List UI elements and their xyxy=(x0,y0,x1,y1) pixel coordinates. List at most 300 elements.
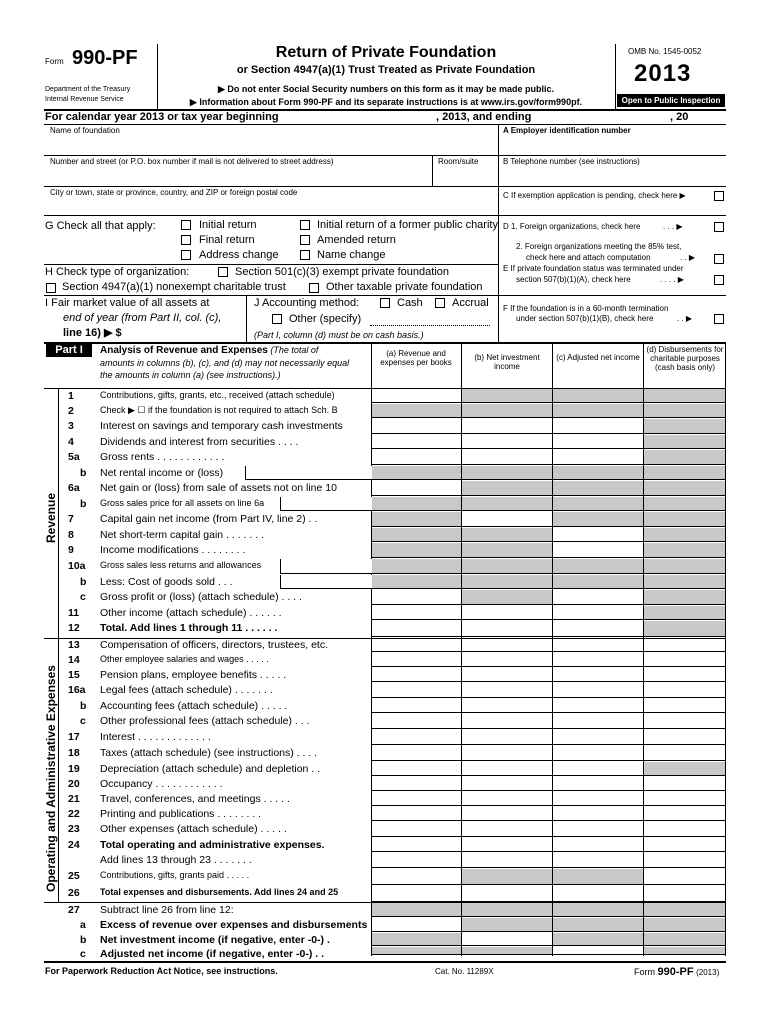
amount-cell-col-b[interactable] xyxy=(462,621,552,637)
amount-cell-col-a[interactable] xyxy=(372,621,461,637)
amount-cell-col-a[interactable] xyxy=(372,762,461,776)
part1-title-note: (The total of xyxy=(267,345,319,355)
d1-checkbox[interactable] xyxy=(714,222,724,232)
other-method-input[interactable] xyxy=(370,325,490,326)
amount-cell-col-c[interactable] xyxy=(553,807,643,821)
line-number: c xyxy=(80,715,86,727)
line-number: b xyxy=(80,576,87,588)
line-number: c xyxy=(80,591,86,603)
line-description: Other professional fees (attach schedule) . . . xyxy=(100,715,310,727)
amount-cell-col-d xyxy=(644,606,725,620)
line-description: Other expenses (attach schedule) . . . . . xyxy=(100,823,287,835)
line-number: 3 xyxy=(68,420,74,432)
amount-cell-col-b[interactable] xyxy=(462,714,552,729)
line-number: 24 xyxy=(68,839,80,851)
exemption-pending-label: C If exemption application is pending, check here ▶ xyxy=(503,191,686,200)
line-description: Add lines 13 through 23 . . . . . . . xyxy=(100,854,252,866)
amount-cell-col-d xyxy=(644,762,725,776)
line-description: Gross profit or (loss) (attach schedule) . . . . xyxy=(100,591,302,603)
line-description: Travel, conferences, and meetings . . . . . xyxy=(100,793,290,805)
d2-label-a: 2. Foreign organizations meeting the 85% test, xyxy=(516,242,682,251)
line-description: Capital gain net income (from Part IV, line 2) . . xyxy=(100,513,318,525)
amount-cell-col-b xyxy=(462,869,552,885)
line-description: Excess of revenue over expenses and disbursements xyxy=(100,919,368,931)
amount-cell-col-c[interactable] xyxy=(553,668,643,682)
501c3-label: Section 501(c)(3) exempt private foundation xyxy=(235,266,450,278)
line-description: Contributions, gifts, grants paid . . . . . xyxy=(100,870,250,880)
amount-cell-col-a[interactable] xyxy=(372,714,461,729)
amount-cell-col-a xyxy=(372,404,461,418)
amount-cell-col-c[interactable] xyxy=(553,886,643,902)
line-number: 17 xyxy=(68,731,80,743)
form-subtitle: or Section 4947(a)(1) Trust Treated as Private Foundation xyxy=(236,64,536,76)
amount-cell-col-c[interactable] xyxy=(553,792,643,806)
amount-cell-col-a xyxy=(372,543,461,558)
line-number: 20 xyxy=(68,778,80,790)
line-description: Subtract line 26 from line 12: xyxy=(100,904,234,916)
d2-checkbox[interactable] xyxy=(714,254,724,264)
amount-cell-col-c xyxy=(553,497,643,511)
amount-cell-col-c xyxy=(553,575,643,589)
dept-line-2: Internal Revenue Service xyxy=(45,96,124,103)
amount-cell-col-b xyxy=(462,481,552,496)
amount-cell-col-a[interactable] xyxy=(372,807,461,821)
line-description: Total operating and administrative expenses. xyxy=(100,839,325,851)
line-number: 12 xyxy=(68,622,80,634)
line-description: Less: Cost of goods sold . . . xyxy=(100,576,233,588)
amount-cell-col-d xyxy=(644,947,725,955)
form-word: Form xyxy=(45,57,64,66)
amount-cell-col-b[interactable] xyxy=(462,838,552,852)
amount-cell-col-b[interactable] xyxy=(462,653,552,667)
line-description: Interest . . . . . . . . . . . . . xyxy=(100,731,211,743)
part1-title: Analysis of Revenue and Expenses xyxy=(100,345,268,356)
calendar-and-ending: , 2013, and ending xyxy=(436,111,532,123)
i-label-2: end of year (from Part II, col. (c), xyxy=(63,312,222,324)
amount-cell-col-c[interactable] xyxy=(553,450,643,465)
omb-number: OMB No. 1545-0052 xyxy=(628,47,702,56)
amount-cell-col-c[interactable] xyxy=(553,777,643,791)
telephone-label: B Telephone number (see instructions) xyxy=(503,157,640,166)
amount-cell-col-b[interactable] xyxy=(462,762,552,776)
amount-cell-col-b[interactable] xyxy=(462,683,552,698)
line-description: Taxes (attach schedule) (see instructions) . . . . xyxy=(100,747,318,759)
amount-cell-col-a[interactable] xyxy=(372,869,461,885)
amount-cell-col-c xyxy=(553,404,643,418)
other-method-checkbox[interactable] xyxy=(272,314,282,324)
address-change-label: Address change xyxy=(199,249,279,261)
amount-cell-col-a[interactable] xyxy=(372,668,461,682)
line-number: 11 xyxy=(68,607,80,619)
amount-cell-col-d[interactable] xyxy=(644,683,725,698)
line-description: Contributions, gifts, grants, etc., received (attach schedule) xyxy=(100,390,335,400)
line-number: c xyxy=(80,948,86,960)
amount-cell-col-d[interactable] xyxy=(644,792,725,806)
line-description: Occupancy . . . . . . . . . . . . xyxy=(100,778,223,790)
amount-cell-col-a[interactable] xyxy=(372,481,461,496)
amount-cell-col-a[interactable] xyxy=(372,886,461,902)
sub-entry-box[interactable] xyxy=(280,559,372,574)
amount-cell-col-d xyxy=(644,903,725,917)
line-description: Total expenses and disbursements. Add lines 24 and 25 xyxy=(100,887,339,897)
amount-cell-col-c[interactable] xyxy=(553,683,643,698)
col-d-header: (d) Disbursements for charitable purposes (cash basis only) xyxy=(646,345,724,372)
amount-cell-col-c[interactable] xyxy=(553,590,643,605)
amount-cell-col-c[interactable] xyxy=(553,638,643,652)
h-label: H Check type of organization: xyxy=(45,266,190,278)
initial-former-charity-label: Initial return of a former public charity xyxy=(317,219,498,231)
amended-return-label: Amended return xyxy=(317,234,396,246)
j-note: (Part I, column (d) must be on cash basis.) xyxy=(254,330,424,340)
amount-cell-col-d[interactable] xyxy=(644,746,725,761)
amount-cell-col-d[interactable] xyxy=(644,668,725,682)
initial-former-charity-checkbox[interactable] xyxy=(300,220,310,230)
amount-cell-col-b[interactable] xyxy=(462,419,552,434)
amended-return-checkbox[interactable] xyxy=(300,235,310,245)
amount-cell-col-c[interactable] xyxy=(553,606,643,620)
amount-cell-col-d xyxy=(644,466,725,480)
amount-cell-col-d xyxy=(644,590,725,605)
line-description: Depreciation (attach schedule) and depletion . . xyxy=(100,763,321,775)
amount-cell-col-c xyxy=(553,389,643,403)
public-inspection-badge: Open to Public Inspection xyxy=(617,94,725,107)
line-number: 7 xyxy=(68,513,74,525)
line-description: Net investment income (if negative, enter -0-) . xyxy=(100,934,330,946)
amount-cell-col-c[interactable] xyxy=(553,853,643,868)
line-description: Net rental income or (loss) xyxy=(100,467,224,479)
sub-entry-box[interactable] xyxy=(245,466,372,480)
amount-cell-col-a[interactable] xyxy=(372,792,461,806)
amount-cell-col-a xyxy=(372,466,461,480)
calendar-twenty: , 20 xyxy=(670,111,689,123)
sub-entry-box[interactable] xyxy=(280,575,372,589)
amount-cell-col-c[interactable] xyxy=(553,435,643,449)
col-c-header: (c) Adjusted net income xyxy=(556,353,640,362)
line-description: Printing and publications . . . . . . . . xyxy=(100,808,262,820)
amount-cell-col-a[interactable] xyxy=(372,435,461,449)
line-number: 26 xyxy=(68,887,80,899)
ein-input[interactable] xyxy=(503,136,723,154)
line-number: b xyxy=(80,934,87,946)
line-number: 9 xyxy=(68,544,74,556)
sub-entry-box[interactable] xyxy=(280,497,372,511)
amount-cell-col-a[interactable] xyxy=(372,389,461,403)
amount-cell-col-c[interactable] xyxy=(553,528,643,542)
amount-cell-col-b xyxy=(462,559,552,574)
tax-year: 2013 xyxy=(634,60,692,87)
other-taxable-label: Other taxable private foundation xyxy=(326,281,483,293)
amount-cell-col-c xyxy=(553,903,643,917)
line-description: Other income (attach schedule) . . . . . . xyxy=(100,607,282,619)
final-return-checkbox[interactable] xyxy=(181,235,191,245)
line-number: 16a xyxy=(68,684,86,696)
line-number: b xyxy=(80,700,87,712)
amount-cell-col-c[interactable] xyxy=(553,621,643,637)
amount-cell-col-d xyxy=(644,435,725,449)
f-label-2: under section 507(b)(1)(B), check here xyxy=(516,314,654,323)
amount-cell-col-d[interactable] xyxy=(644,869,725,885)
footer-form-year: (2013) xyxy=(696,968,720,977)
name-change-label: Name change xyxy=(317,249,386,261)
amount-cell-col-c[interactable] xyxy=(553,762,643,776)
col-a-header: (a) Revenue and expenses per books xyxy=(380,349,452,367)
form-title: Return of Private Foundation xyxy=(275,44,497,61)
line-description: Legal fees (attach schedule) . . . . . . . xyxy=(100,684,273,696)
amount-cell-col-b[interactable] xyxy=(462,730,552,745)
initial-return-label: Initial return xyxy=(199,219,257,231)
amount-cell-col-d xyxy=(644,450,725,465)
amount-cell-col-d[interactable] xyxy=(644,638,725,652)
line-number: 6a xyxy=(68,482,80,494)
line-description: Gross sales price for all assets on line 6a xyxy=(100,498,265,508)
other-taxable-checkbox[interactable] xyxy=(309,283,319,293)
line-description: Accounting fees (attach schedule) . . . . . xyxy=(100,700,288,712)
line-number: b xyxy=(80,467,87,479)
amount-cell-col-b xyxy=(462,590,552,605)
amount-cell-col-a[interactable] xyxy=(372,450,461,465)
foundation-name-label: Name of foundation xyxy=(50,126,120,135)
final-return-label: Final return xyxy=(199,234,255,246)
amount-cell-col-d xyxy=(644,933,725,946)
amount-cell-col-b[interactable] xyxy=(462,450,552,465)
line-number: 4 xyxy=(68,436,74,448)
amount-cell-col-d[interactable] xyxy=(644,730,725,745)
line-number: 13 xyxy=(68,639,80,651)
line-number: 25 xyxy=(68,870,80,882)
amount-cell-col-b[interactable] xyxy=(462,638,552,652)
amount-cell-col-d[interactable] xyxy=(644,853,725,868)
g-label: G Check all that apply: xyxy=(45,220,156,232)
amount-cell-col-d[interactable] xyxy=(644,838,725,852)
address-change-checkbox[interactable] xyxy=(181,250,191,260)
e-label-1: E If private foundation status was terminated under xyxy=(503,264,684,273)
amount-cell-col-d[interactable] xyxy=(644,886,725,902)
amount-cell-col-b[interactable] xyxy=(462,886,552,902)
amount-cell-col-d xyxy=(644,497,725,511)
amount-cell-col-b xyxy=(462,543,552,558)
line-description: Other employee salaries and wages . . . . . xyxy=(100,654,269,664)
amount-cell-col-d xyxy=(644,404,725,418)
amount-cell-col-a[interactable] xyxy=(372,730,461,745)
amount-cell-col-a xyxy=(372,559,461,574)
d1-label: D 1. Foreign organizations, check here xyxy=(503,222,641,231)
amount-cell-col-a[interactable] xyxy=(372,838,461,852)
amount-cell-col-a[interactable] xyxy=(372,746,461,761)
amount-cell-col-a xyxy=(372,512,461,527)
amount-cell-col-d xyxy=(644,528,725,542)
footer-form-number: 990-PF xyxy=(657,966,694,978)
footer-form-word: Form xyxy=(634,967,655,977)
line-number: 22 xyxy=(68,808,80,820)
line-number: a xyxy=(80,919,86,931)
amount-cell-col-b[interactable] xyxy=(462,807,552,821)
amount-cell-col-d xyxy=(644,389,725,403)
e-checkbox[interactable] xyxy=(714,275,724,285)
amount-cell-col-d xyxy=(644,419,725,434)
line-description: Pension plans, employee benefits . . . . . xyxy=(100,669,287,681)
amount-cell-col-d xyxy=(644,621,725,637)
f-checkbox[interactable] xyxy=(714,314,724,324)
amount-cell-col-b[interactable] xyxy=(462,699,552,713)
amount-cell-col-a[interactable] xyxy=(372,653,461,667)
part1-desc-2: the amounts in column (a) (see instructions).) xyxy=(100,370,281,380)
amount-cell-col-b[interactable] xyxy=(462,792,552,806)
amount-cell-col-a xyxy=(372,947,461,955)
amount-cell-col-c[interactable] xyxy=(553,838,643,852)
amount-cell-col-b xyxy=(462,947,552,955)
side-label-expenses: Operating and Administrative Expenses xyxy=(44,665,58,892)
exemption-pending-checkbox[interactable] xyxy=(714,191,724,201)
line-description: Net gain or (loss) from sale of assets not on line 10 xyxy=(100,482,337,494)
amount-cell-col-a[interactable] xyxy=(372,606,461,620)
amount-cell-col-b xyxy=(462,528,552,542)
line-description: Adjusted net income (if negative, enter -0-) . . xyxy=(100,948,325,960)
4947-trust-checkbox[interactable] xyxy=(46,283,56,293)
amount-cell-col-a[interactable] xyxy=(372,638,461,652)
amount-cell-col-c xyxy=(553,481,643,496)
amount-cell-col-a[interactable] xyxy=(372,699,461,713)
room-suite-label: Room/suite xyxy=(438,157,479,166)
amount-cell-col-a xyxy=(372,575,461,589)
part1-tag: Part I xyxy=(46,343,92,357)
other-method-label: Other (specify) xyxy=(289,313,362,325)
line-number: 19 xyxy=(68,763,80,775)
line-number: b xyxy=(80,498,87,510)
amount-cell-col-d xyxy=(644,559,725,574)
amount-cell-col-a[interactable] xyxy=(372,853,461,868)
cash-checkbox[interactable] xyxy=(380,298,390,308)
line-number: 8 xyxy=(68,529,74,541)
amount-cell-col-c[interactable] xyxy=(553,730,643,745)
501c3-checkbox[interactable] xyxy=(218,267,228,277)
amount-cell-col-d[interactable] xyxy=(644,807,725,821)
amount-cell-col-c[interactable] xyxy=(553,543,643,558)
cash-label: Cash xyxy=(397,297,423,309)
amount-cell-col-c[interactable] xyxy=(553,947,643,955)
amount-cell-col-d xyxy=(644,575,725,589)
amount-cell-col-c[interactable] xyxy=(553,699,643,713)
d2-label-b: check here and attach computation xyxy=(526,253,651,262)
amount-cell-col-b[interactable] xyxy=(462,853,552,868)
line-description: Gross rents . . . . . . . . . . . . xyxy=(100,451,225,463)
amount-cell-col-b[interactable] xyxy=(462,512,552,527)
accrual-label: Accrual xyxy=(452,297,489,309)
initial-return-checkbox[interactable] xyxy=(181,220,191,230)
side-label-revenue: Revenue xyxy=(44,492,58,543)
amount-cell-col-b[interactable] xyxy=(462,777,552,791)
f-label-1: F If the foundation is in a 60-month termination xyxy=(503,304,669,313)
amount-cell-col-c[interactable] xyxy=(553,822,643,837)
ein-label: A Employer identification number xyxy=(503,126,631,135)
amount-cell-col-c[interactable] xyxy=(553,653,643,667)
amount-cell-col-b xyxy=(462,389,552,403)
amount-cell-col-b xyxy=(462,404,552,418)
ssn-notice: ▶ Do not enter Social Security numbers on this form as it may be made public. xyxy=(218,84,554,94)
footer-cat-no: Cat. No. 11289X xyxy=(435,967,494,976)
line-description: Total. Add lines 1 through 11 . . . . . . xyxy=(100,622,278,634)
line-number: 15 xyxy=(68,669,80,681)
line-description: Check ▶ ☐ if the foundation is not required to attach Sch. B xyxy=(100,405,338,415)
line-description: Gross sales less returns and allowances xyxy=(100,560,262,570)
amount-cell-col-c xyxy=(553,559,643,574)
amount-cell-col-c xyxy=(553,869,643,885)
amount-cell-col-b xyxy=(462,575,552,589)
amount-cell-col-a[interactable] xyxy=(372,590,461,605)
amount-cell-col-b[interactable] xyxy=(462,933,552,946)
street-label: Number and street (or P.O. box number if mail is not delivered to street address) xyxy=(50,157,334,166)
j-label: J Accounting method: xyxy=(254,297,360,309)
amount-cell-col-b[interactable] xyxy=(462,435,552,449)
amount-cell-col-a[interactable] xyxy=(372,822,461,837)
i-label-3: line 16) ▶ $ xyxy=(63,327,122,339)
amount-cell-col-a xyxy=(372,903,461,917)
amount-cell-col-a[interactable] xyxy=(372,683,461,698)
line-number: 10a xyxy=(68,560,86,572)
amount-cell-col-b[interactable] xyxy=(462,606,552,620)
amount-cell-col-d[interactable] xyxy=(644,822,725,837)
line-description: Dividends and interest from securities . . . . xyxy=(100,436,299,448)
4947-trust-label: Section 4947(a)(1) nonexempt charitable trust xyxy=(62,281,286,293)
amount-cell-col-a[interactable] xyxy=(372,419,461,434)
city-label: City or town, state or province, country, and ZIP or foreign postal code xyxy=(50,188,298,197)
amount-cell-col-a xyxy=(372,528,461,542)
line-description: Interest on savings and temporary cash investments xyxy=(100,420,343,432)
amount-cell-col-c xyxy=(553,512,643,527)
amount-cell-col-b[interactable] xyxy=(462,822,552,837)
line-description: Net short-term capital gain . . . . . . . xyxy=(100,529,264,541)
amount-cell-col-d[interactable] xyxy=(644,777,725,791)
line-description: Income modifications . . . . . . . . xyxy=(100,544,246,556)
calendar-year-label: For calendar year 2013 or tax year beginning xyxy=(45,111,279,123)
amount-cell-col-c xyxy=(553,466,643,480)
amount-cell-col-b xyxy=(462,903,552,917)
amount-cell-col-d[interactable] xyxy=(644,714,725,729)
col-b-header: (b) Net investment income xyxy=(474,353,540,371)
amount-cell-col-a[interactable] xyxy=(372,777,461,791)
amount-cell-col-d xyxy=(644,918,725,932)
line-number: 1 xyxy=(68,390,74,402)
dept-line-1: Department of the Treasury xyxy=(45,86,131,93)
amount-cell-col-b xyxy=(462,466,552,480)
name-change-checkbox[interactable] xyxy=(300,250,310,260)
amount-cell-col-c xyxy=(553,918,643,932)
amount-cell-col-d xyxy=(644,512,725,527)
line-number: 21 xyxy=(68,793,80,805)
amount-cell-col-d xyxy=(644,481,725,496)
amount-cell-col-a xyxy=(372,933,461,946)
amount-cell-col-c[interactable] xyxy=(553,746,643,761)
line-number: 18 xyxy=(68,747,80,759)
line-number: 23 xyxy=(68,823,80,835)
amount-cell-col-b[interactable] xyxy=(462,668,552,682)
accrual-checkbox[interactable] xyxy=(435,298,445,308)
amount-cell-col-b xyxy=(462,918,552,932)
line-description: Compensation of officers, directors, trustees, etc. xyxy=(100,639,328,651)
amount-cell-col-b[interactable] xyxy=(462,746,552,761)
amount-cell-col-a xyxy=(372,497,461,511)
form-number: 990-PF xyxy=(72,47,138,69)
footer-paperwork: For Paperwork Reduction Act Notice, see instructions. xyxy=(45,966,278,976)
amount-cell-col-c[interactable] xyxy=(553,419,643,434)
amount-cell-col-a[interactable] xyxy=(372,918,461,932)
line-number: 5a xyxy=(68,451,80,463)
amount-cell-col-d[interactable] xyxy=(644,699,725,713)
amount-cell-col-b xyxy=(462,497,552,511)
amount-cell-col-c[interactable] xyxy=(553,714,643,729)
foundation-name-input[interactable] xyxy=(50,136,490,154)
amount-cell-col-d[interactable] xyxy=(644,653,725,667)
line-number: 27 xyxy=(68,904,80,916)
